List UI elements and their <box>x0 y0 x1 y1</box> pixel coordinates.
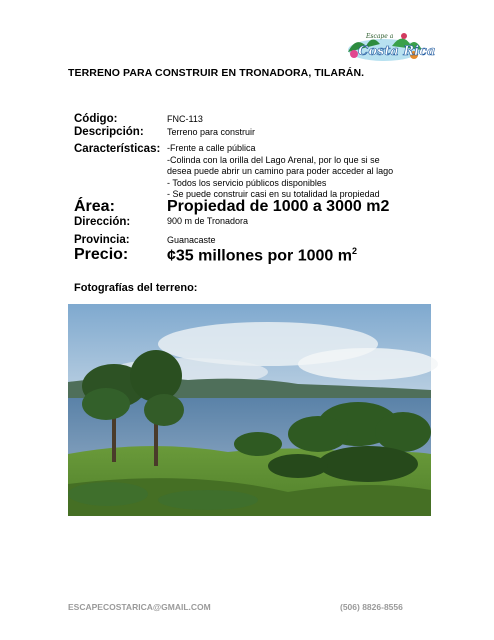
property-photo <box>68 304 431 516</box>
company-logo <box>344 28 436 64</box>
precio-label: Precio: <box>74 246 129 263</box>
footer-email: ESCAPECOSTARICA@GMAIL.COM <box>68 602 211 612</box>
caracteristicas-list <box>167 143 393 201</box>
area-label: Área: <box>74 198 115 215</box>
page-title: TERRENO PARA CONSTRUIR EN TRONADORA, TILARÁN. <box>68 67 365 79</box>
codigo-value: FNC-113 <box>167 114 203 124</box>
precio-text: ¢35 millones por 1000 m <box>167 247 352 265</box>
provincia-value: Guanacaste <box>167 235 216 245</box>
descripcion-label: Descripción: <box>74 126 144 138</box>
area-value: Propiedad de 1000 a 3000 m2 <box>167 198 390 215</box>
photos-heading: Fotografías del terreno: <box>74 282 198 294</box>
direccion-value: 900 m de Tronadora <box>167 216 249 226</box>
codigo-label: Código: <box>74 113 118 125</box>
direccion-label: Dirección: <box>74 216 131 228</box>
svg-text:Escape a: Escape a <box>366 33 394 40</box>
caracteristica-line: - Todos los servicio públicos disponibles <box>167 177 327 188</box>
caracteristica-line: - Se puede construir casi en su totalidad la propiedad <box>167 189 380 199</box>
precio-value <box>167 246 357 265</box>
caracteristicas-label: Características: <box>74 143 161 155</box>
caracteristica-line: desea puede abrir un camino para poder acceder al lago <box>167 166 394 176</box>
descripcion-value: Terreno para construir <box>167 127 256 137</box>
footer-phone: (506) 8826-8556 <box>340 602 403 612</box>
caracteristica-line: -Frente a calle pública <box>167 143 256 153</box>
svg-text:Costa Rica: Costa Rica <box>358 44 436 59</box>
precio-superscript: 2 <box>351 246 357 256</box>
caracteristica-line: -Colinda con la orilla del Lago Arenal, por lo que si se <box>167 154 380 165</box>
provincia-label: Provincia: <box>74 234 130 246</box>
